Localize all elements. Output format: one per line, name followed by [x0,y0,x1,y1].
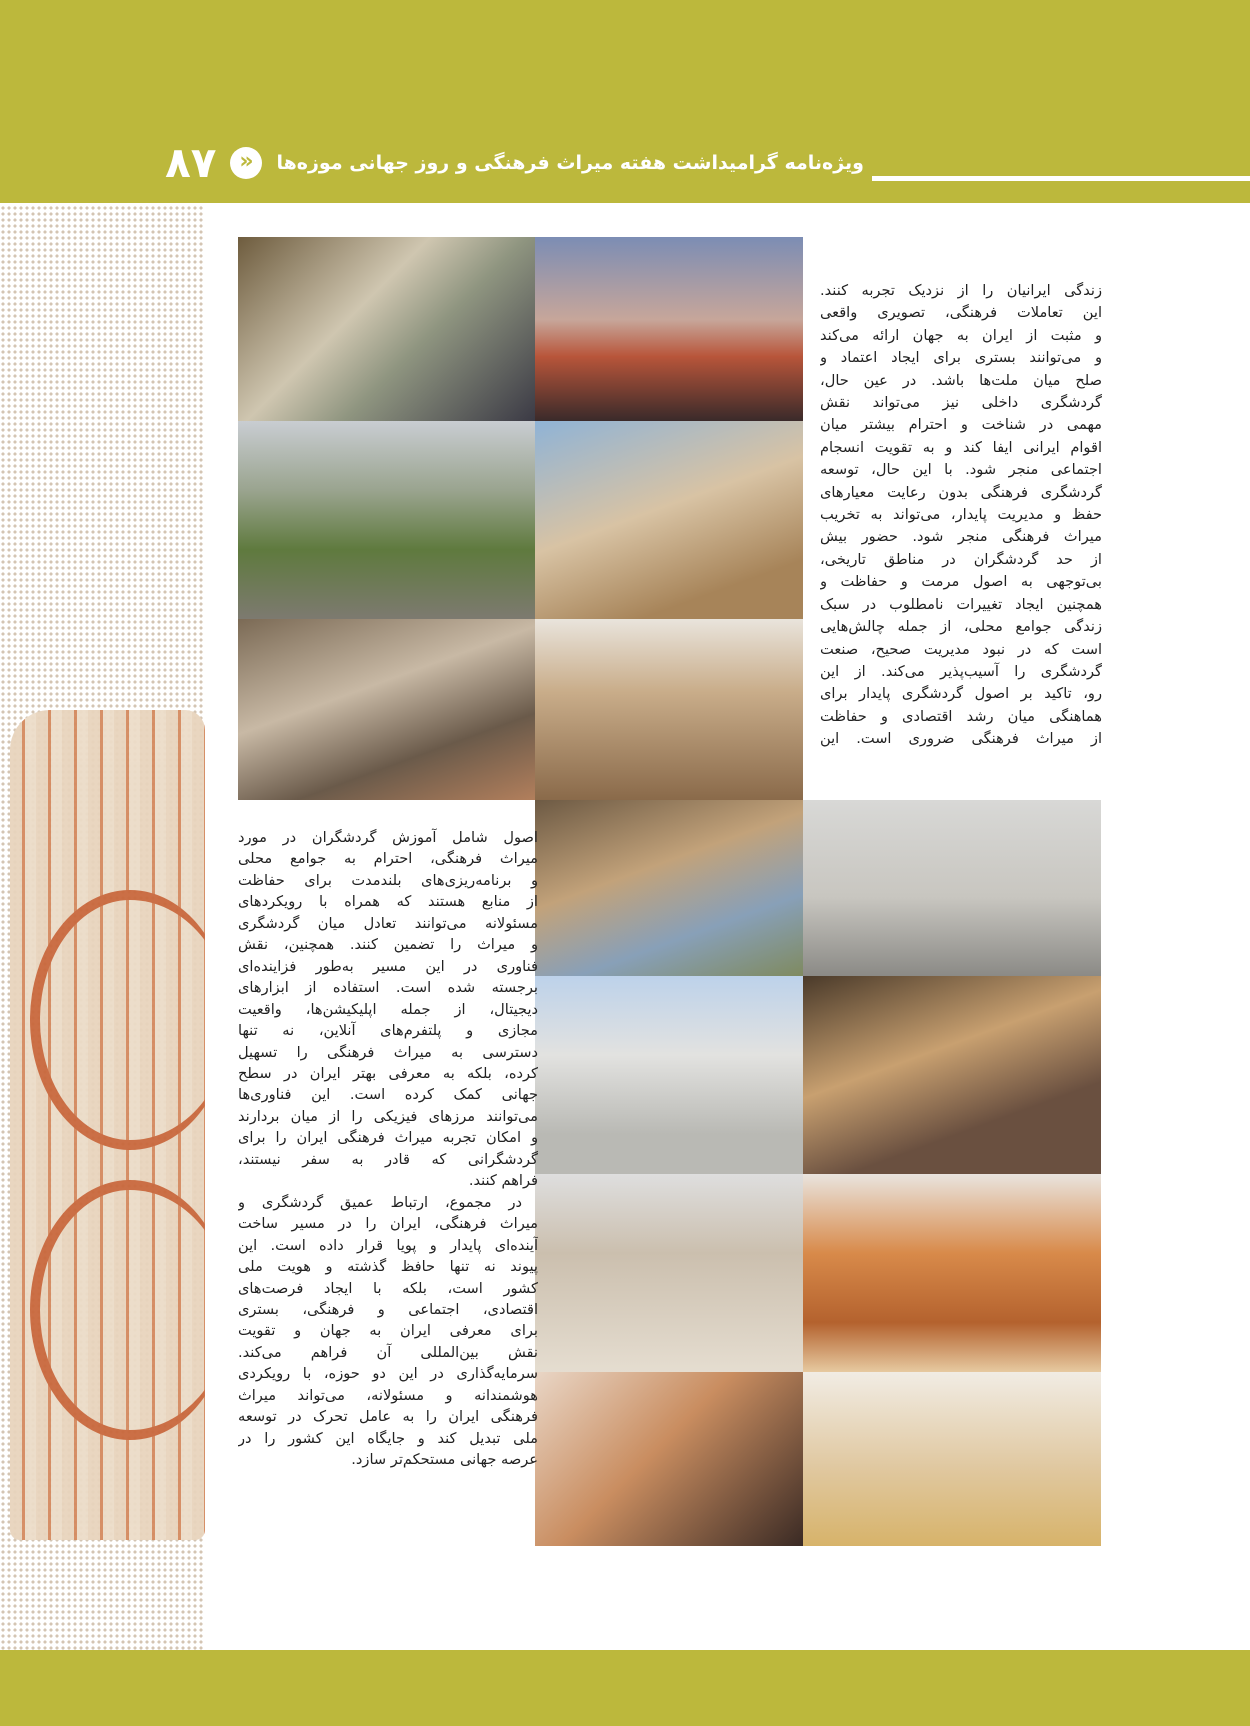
photo-ruined-arches [535,800,803,976]
text-line: این تعاملات فرهنگی، تصویری واقعی [820,304,1102,322]
photo-azadi-tower [535,976,803,1174]
page-number: ۸۷ [165,138,217,187]
text-line: و میراث را تضمین کنند. همچنین، نقش [238,936,538,954]
text-line: برای معرفی ایران به جهان و تقویت [238,1322,538,1340]
photo-persepolis-woman-viewpoint [535,1174,803,1372]
photo-persepolis-lamassu [535,421,803,619]
photo-imam-mosque-dusk [535,237,803,421]
text-line: بی‌توجهی به اصول مرمت و حفاظت و [820,573,1102,591]
text-line: از منابع هستند که همراه با رویکردهای [238,893,538,911]
text-line: و برنامه‌ریزی‌های بلندمدت برای حفاظت [238,871,538,889]
text-line: مسئولانه می‌توانند تعادل میان گردشگری [238,914,538,932]
text-line: میراث فرهنگی منجر شود. حضور بیش [820,528,1102,546]
text-line: اصول شامل آموزش گردشگران در مورد [238,829,538,846]
text-line: آینده‌ای پایدار و پویا قرار داده است. این [238,1236,538,1254]
photo-desert-jeep [803,1372,1101,1546]
text-line: جهانی کمک کرده است. این فناوری‌ها [238,1086,538,1104]
text-line: می‌توانند مرزهای فیزیکی را از میان بردارند [238,1107,538,1125]
photo-dome-interior [535,1372,803,1546]
text-line: زندگی ایرانیان را از نزدیک تجربه کنند. [820,282,1102,299]
text-line: پیوند نه تنها حافظ گذشته و هویت ملی [238,1258,538,1276]
text-line: مجازی و پلتفرم‌های آنلاین، نه تنها [238,1022,538,1040]
text-line: همچنین ایجاد تغییرات نامطلوب در سبک [820,595,1102,613]
text-line: کشور است، بلکه با ایجاد فرصت‌های [238,1279,538,1297]
text-line: دیجیتال، از جمله اپلیکیشن‌ها، واقعیت [238,1000,538,1018]
text-line: مهمی در شناخت و احترام بیشتر میان [820,416,1102,434]
photo-carpets-mosque [238,237,535,421]
header-bar [165,138,864,188]
text-line: اقتصادی، اجتماعی و فرهنگی، بستری [238,1300,538,1318]
text-line: سرمایه‌گذاری در این دو حوزه، با رویکردی [238,1365,538,1383]
text-line: ملی تبدیل کند و جایگاه این کشور را در [238,1429,538,1447]
text-line: و می‌توانند بستری برای ایجاد اعتماد و [820,349,1102,367]
text-line: در مجموع، ارتباط عمیق گردشگری و [238,1193,522,1211]
text-line: از حد گردشگران در مناطق تاریخی، [820,550,1102,568]
text-line: اجتماعی منجر شود. با این حال، توسعه [820,461,1102,479]
text-line: هوشمندانه و مسئولانه، می‌تواند میراث [238,1386,538,1404]
right-text-column [820,280,1102,751]
text-line: نقش بین‌المللی آن فراهم می‌کند. [238,1343,538,1361]
photo-museum-interior [803,976,1101,1174]
text-line: فراهم کنند. [468,1172,538,1190]
text-line: کرده، بلکه به معرفی بهتر ایران در سطح [238,1064,538,1082]
header-title: ویژه‌نامه گرامیداشت هفته میراث فرهنگی و روز جهانی موزه‌ها [276,152,864,174]
text-line: عرصه جهانی مستحکم‌تر سازد. [351,1451,538,1469]
photo-people-walking-plaza [803,800,1101,976]
text-line: دسترسی به میراث فرهنگی را تسهیل [238,1043,538,1061]
header-rule [872,176,1250,181]
text-line: و امکان تجربه میراث فرهنگی ایران را برای [238,1129,538,1147]
text-line: از میراث فرهنگی ضروری است. این [820,730,1102,748]
text-line: و مثبت از ایران به جهان ارائه می‌کند [820,326,1102,344]
left-text-column [238,827,538,1471]
text-line: فرهنگی ایران را به عامل تحرک در توسعه [238,1408,538,1426]
text-line: زندگی جوامع محلی، از جمله چالش‌هایی [820,618,1102,636]
text-line: گردشگرانی که قادر به سفر نیستند، [238,1150,538,1168]
photo-bazaar-tourists [238,619,535,800]
text-line: فناوری در این مسیر به‌طور فزاینده‌ای [238,957,538,975]
photo-naqsh-e-jahan-square [238,421,535,619]
photo-kashan-historic-house [535,619,803,800]
double-chevron-left-icon: « [230,147,262,179]
text-line: حفظ و مدیریت پایدار، می‌تواند به تخریب [820,506,1102,524]
footer-band [0,1650,1250,1726]
text-line: گردشگری را آسیب‌پذیر می‌کند. از این [820,662,1102,680]
text-line: میراث فرهنگی، احترام به جوامع محلی [238,850,538,868]
text-line: رو، تاکید بر اصول گردشگری پایدار برای [820,685,1102,703]
text-line: است که در نبود مدیریت صحیح، صنعت [820,640,1102,658]
text-line: برجسته شده است. استفاده از ابزارهای [238,979,538,997]
photo-rock-tomb [803,1174,1101,1372]
text-line: اقوام ایرانی ایفا کند و به تقویت انسجام [820,438,1102,456]
pottery-vessel-image [10,710,205,1540]
text-line: میراث فرهنگی، ایران را در مسیر ساخت [238,1215,538,1233]
text-line: صلح میان ملت‌ها باشد. در عین حال، [820,371,1102,389]
text-line: گردشگری فرهنگی بدون رعایت معیارهای [820,483,1102,501]
text-line: هماهنگی میان رشد اقتصادی و حفاظت [820,707,1102,725]
text-line: گردشگری داخلی نیز می‌تواند نقش [820,394,1102,412]
